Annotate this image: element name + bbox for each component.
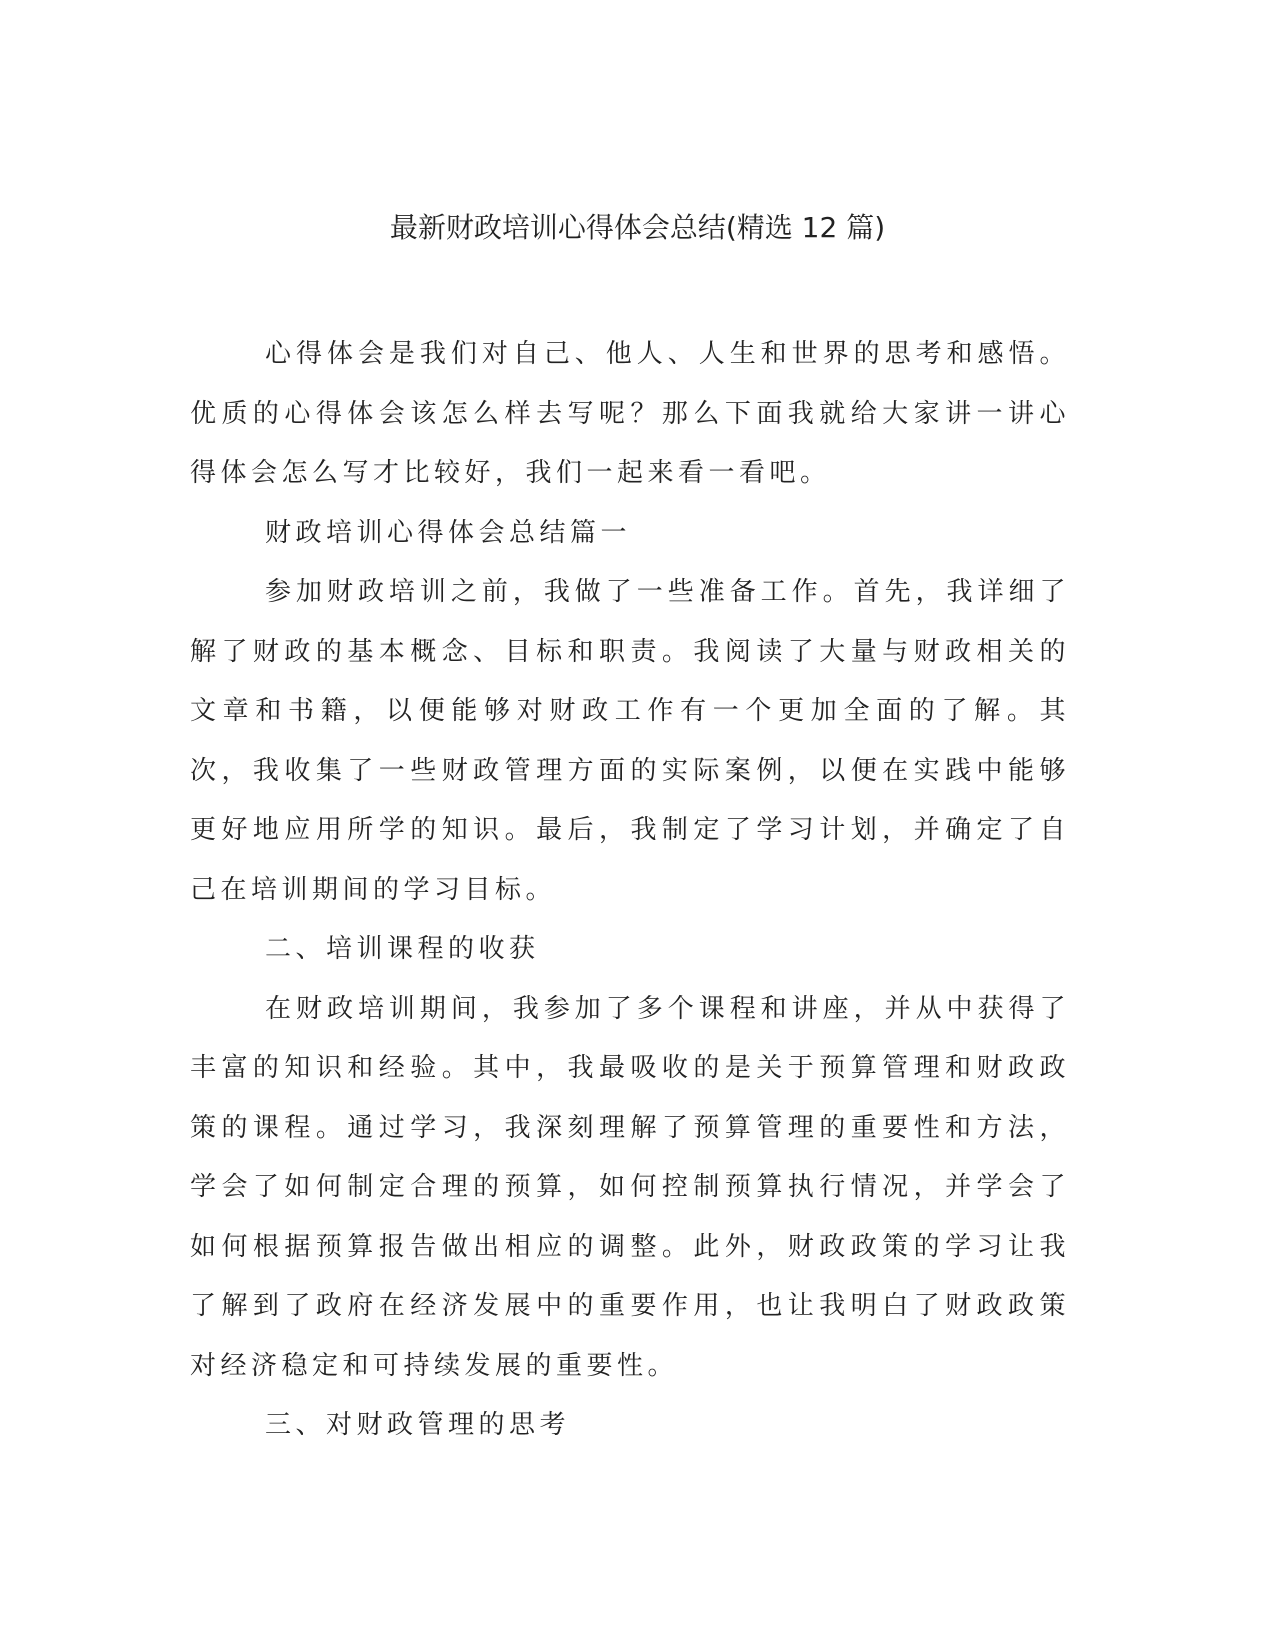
document-title: 最新财政培训心得体会总结(精选 12 篇) xyxy=(389,211,886,244)
intro-paragraph: 心得体会是我们对自己、他人、人生和世界的思考和感悟。优质的心得体会该怎么样去写呢？那么下面我就给大家讲一讲心得体会怎么写才比较好，我们一起来看一看吧。 xyxy=(190,339,1070,488)
document-body xyxy=(190,325,1070,1456)
section-heading-reflection: 三、对财政管理的思考 xyxy=(265,1410,571,1440)
section-heading-course-gains: 二、培训课程的收获 xyxy=(265,934,540,964)
preparation-paragraph: 参加财政培训之前，我做了一些准备工作。首先，我详细了解了财政的基本概念、目标和职责。我阅读了大量与财政相关的文章和书籍，以便能够对财政工作有一个更加全面的了解。其次，我收集了一些财政管理方面的实际案例，以便在实践中能够更好地应用所学的知识。最后，我制定了学习计划，并确定了自己在培训期间的学习目标。 xyxy=(190,577,1070,905)
section-heading-part-one: 财政培训心得体会总结篇一 xyxy=(265,517,632,548)
course-gains-paragraph: 在财政培训期间，我参加了多个课程和讲座，并从中获得了丰富的知识和经验。其中，我最吸收的是关于预算管理和财政政策的课程。通过学习，我深刻理解了预算管理的重要性和方法，学会了如何制定合理的预算，如何控制预算执行情况，并学会了如何根据预算报告做出相应的调整。此外，财政政策的学习让我了解到了政府在经济发展中的重要作用，也让我明白了财政政策对经济稳定和可持续发展的重要性。 xyxy=(190,993,1070,1381)
